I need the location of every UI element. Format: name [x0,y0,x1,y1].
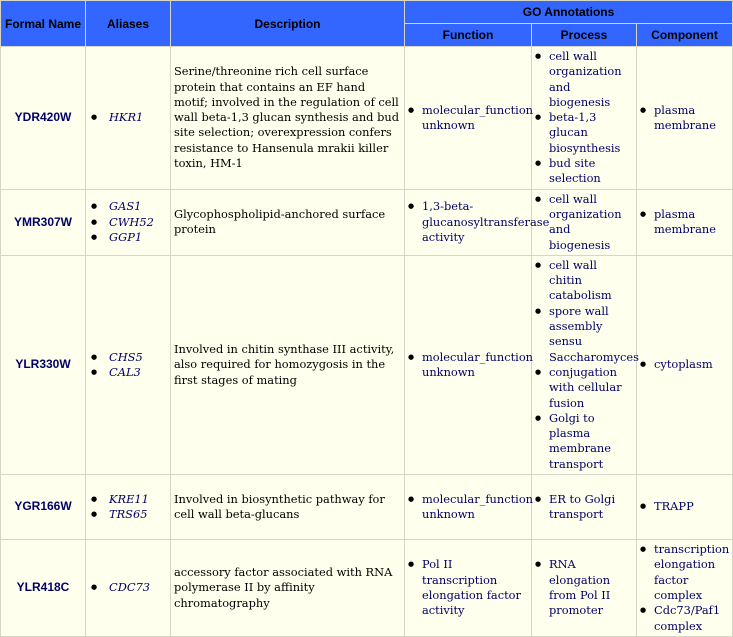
process-cell [532,475,636,539]
description-cell: Involved in chitin synthase III activity, also required for homozygosis in the first stages of mating [171,256,404,474]
formal-name-link[interactable]: YDR420W [1,47,85,189]
alias-link[interactable]: ● CDC73 [89,580,167,595]
description-cell: Serine/threonine rich cell surface protein that contains an EF hand motif; involved in the regulation of cell wall beta-1,3 glucan synthesis and bud site selection; overexpression confers resistance to Hansenula mrakii killer toxin, HM-1 [171,47,404,189]
formal-name-link[interactable]: YMR307W [1,190,85,255]
go-term-link[interactable]: ● plasma membrane [640,207,729,238]
alias-link[interactable]: ● TRS65 [89,507,167,522]
function-cell [405,256,534,474]
go-term-link[interactable]: ● ER to Golgi transport [535,492,633,523]
go-term-link[interactable]: ● 1,3-beta-glucanosyltransferase activity [408,199,528,245]
table-row [1,190,732,255]
process-cell [532,47,636,189]
aliases-cell [86,190,170,255]
go-term-link[interactable]: ● conjugation with cellular fusion [535,365,633,411]
go-term-link[interactable]: ● beta-1,3 glucan biosynthesis [535,110,633,156]
function-cell [405,47,534,189]
header-go-annotations: GO Annotations [405,1,732,23]
go-term-link[interactable]: ● cell wall organization and biogenesis [535,192,633,253]
process-cell [532,540,636,636]
description-cell: accessory factor associated with RNA polymerase II by affinity chromatography [171,540,404,636]
go-term-link[interactable]: ● spore wall assembly sensu Saccharomyces [535,304,633,365]
go-term-link[interactable]: ● molecular_function unknown [408,350,528,381]
component-cell [637,540,732,636]
formal-name-link[interactable]: YLR330W [1,256,85,474]
alias-link[interactable]: ● GAS1 [89,199,167,214]
go-term-link[interactable]: ● Pol II transcription elongation factor activity [408,557,528,618]
alias-link[interactable]: ● GGP1 [89,230,167,245]
go-term-link[interactable]: ● Cdc73/Paf1 complex [640,603,729,634]
go-term-link[interactable]: ● molecular_function unknown [408,103,528,134]
alias-link[interactable]: ● CHS5 [89,350,167,365]
table-row [1,540,732,636]
go-term-link[interactable]: ● RNA elongation from Pol II promoter [535,557,633,618]
header-process: Process [532,24,636,46]
process-cell [532,256,639,474]
function-cell [405,190,550,255]
go-term-link[interactable]: ● molecular_function unknown [408,492,528,523]
aliases-cell [86,47,170,189]
alias-link[interactable]: ● CAL3 [89,365,167,380]
go-term-link[interactable]: ● cytoplasm [640,357,729,372]
table-row [1,47,732,189]
component-cell [637,190,732,255]
alias-link[interactable]: ● HKR1 [89,110,167,125]
go-term-link[interactable]: ● cell wall organization and biogenesis [535,49,633,110]
header-function: Function [405,24,531,46]
description-cell: Glycophospholipid-anchored surface protein [171,190,404,255]
header-formal-name: Formal Name [1,1,85,46]
function-cell [405,475,534,539]
go-term-link[interactable]: ● TRAPP [640,499,729,514]
aliases-cell [86,540,170,636]
table-row [1,256,732,474]
component-cell [637,256,732,474]
header-component: Component [637,24,732,46]
go-term-link[interactable]: ● transcription elongation factor complex [640,542,729,603]
go-term-link[interactable]: ● plasma membrane [640,103,729,134]
function-cell [405,540,531,636]
alias-link[interactable]: ● CWH52 [89,215,167,230]
table-row [1,475,732,539]
aliases-cell [86,256,170,474]
alias-link[interactable]: ● KRE11 [89,492,167,507]
component-cell [637,475,732,539]
component-cell [637,47,732,189]
aliases-cell [86,475,170,539]
go-term-link[interactable]: ● bud site selection [535,156,633,187]
description-cell: Involved in biosynthetic pathway for cell wall beta-glucans [171,475,404,539]
header-description: Description [171,1,404,46]
go-term-link[interactable]: ● cell wall chitin catabolism [535,258,633,304]
go-term-link[interactable]: ● Golgi to plasma membrane transport [535,411,633,472]
formal-name-link[interactable]: YLR418C [1,540,85,636]
process-cell [532,190,636,255]
header-aliases: Aliases [86,1,170,46]
formal-name-link[interactable]: YGR166W [1,475,85,539]
